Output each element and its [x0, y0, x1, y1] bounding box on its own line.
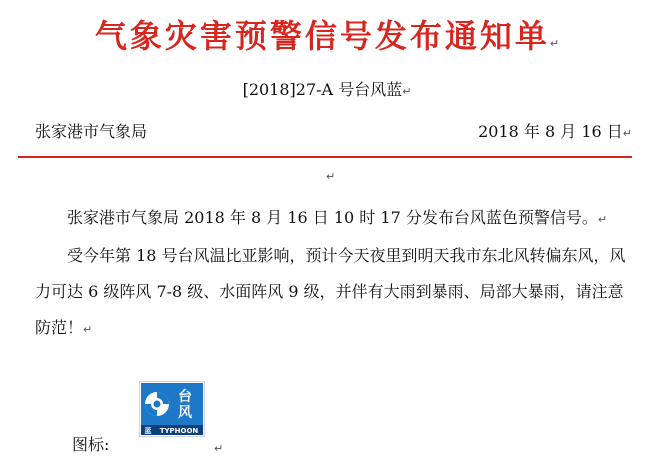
- icon-typhoon-cn-1: 台风: [178, 389, 192, 421]
- issue-date: [478, 120, 632, 146]
- document-number-text: [2018]27-A 号台风蓝: [242, 80, 403, 99]
- paragraph-mark: ↵: [597, 213, 608, 226]
- paragraph-mark: ↵: [83, 323, 93, 336]
- paragraph-mark: ↵: [549, 37, 560, 50]
- body-paragraph-2-text: 受今年第 18 号台风温比亚影响，预计今天夜里到明天我市东北风转偏东风，风力可达 6 级阵风 7-8 级、水面阵风 9 级，并伴有大雨到暴雨、局部大暴雨，请注意防范！: [35, 246, 626, 337]
- paragraph-mark: ↵: [326, 170, 336, 183]
- body-paragraph-1: [35, 200, 635, 238]
- icon-level-mark: 蓝: [144, 427, 152, 435]
- typhoon-blue-signal-icon: [139, 381, 205, 437]
- empty-paragraph-mark: [326, 168, 335, 185]
- body-paragraph-2: [35, 238, 635, 348]
- body-paragraph-1-text: 张家港市气象局 2018 年 8 月 16 日 10 时 17 分发布台风蓝色预警信号。: [67, 208, 598, 227]
- paragraph-mark: ↵: [622, 127, 632, 140]
- issue-date-text: 2018 年 8 月 16 日: [478, 122, 623, 141]
- paragraph-mark: ↵: [214, 442, 224, 455]
- icon-typhoon-en: TYPHOON: [159, 427, 199, 435]
- icon-line-mark: [214, 440, 223, 457]
- notice-title: [0, 14, 654, 66]
- icon-label: 图标:: [72, 435, 110, 454]
- paragraph-mark: ↵: [402, 85, 412, 98]
- notice-body: [35, 200, 635, 348]
- title-text: 气象灾害预警信号发布通知单: [94, 17, 550, 55]
- document-number: [0, 78, 654, 104]
- issuer-name: 张家港市气象局: [35, 122, 148, 141]
- header-divider: [18, 156, 632, 159]
